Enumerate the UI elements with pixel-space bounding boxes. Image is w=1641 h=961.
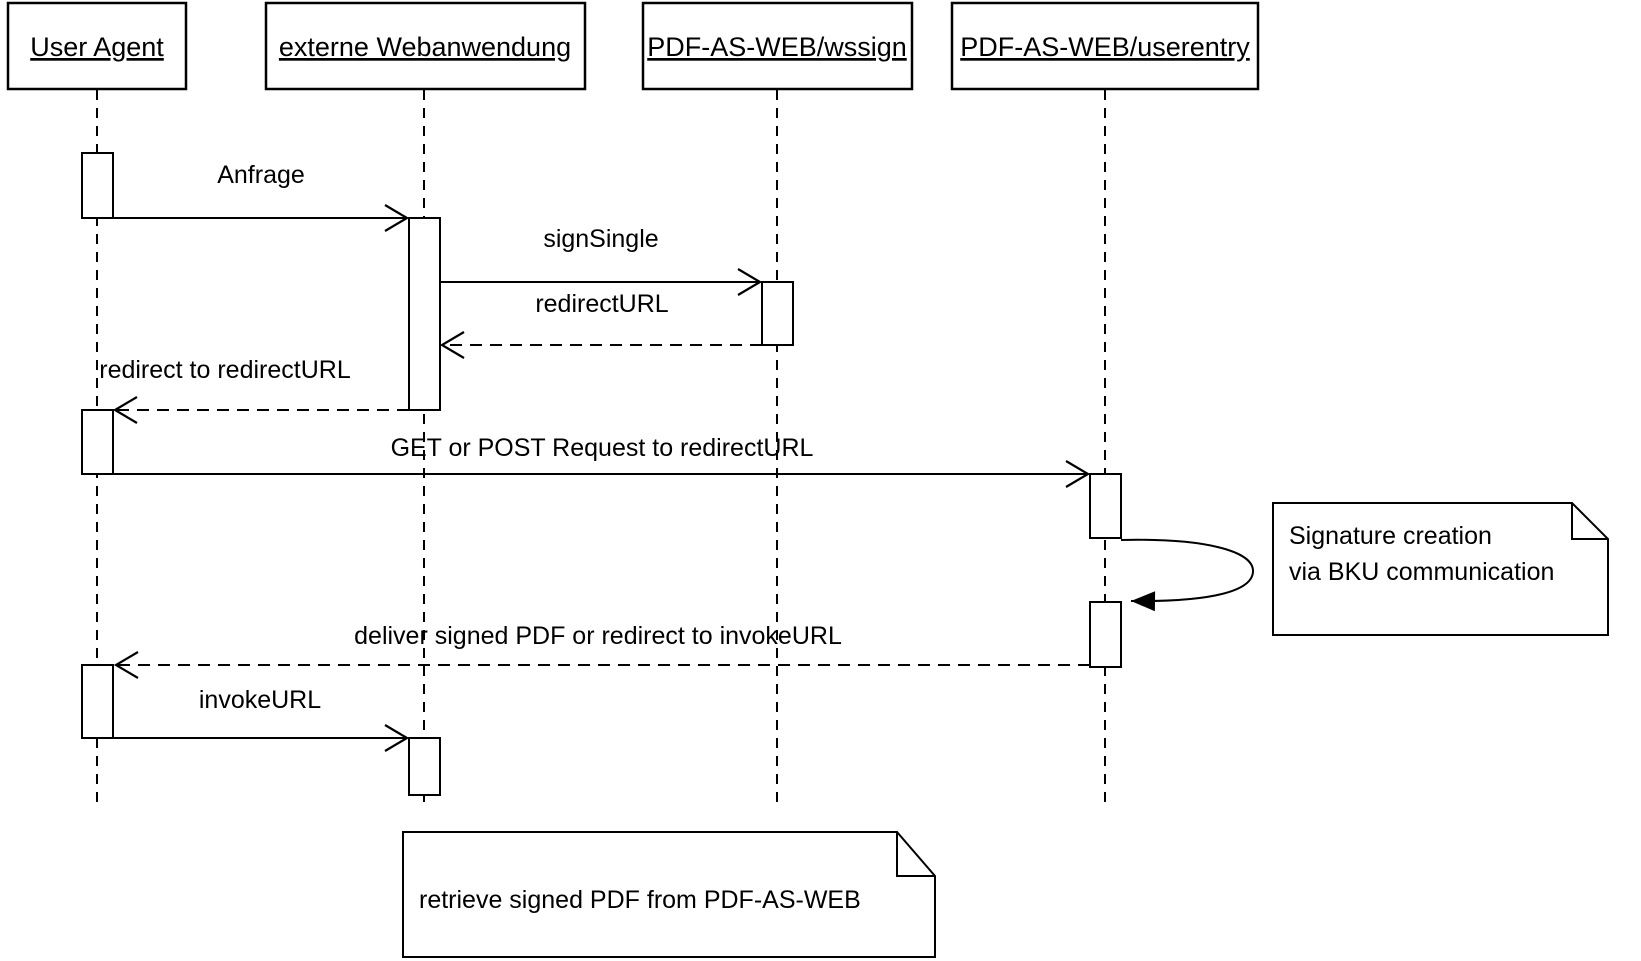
note-signature-creation xyxy=(1273,503,1608,635)
activation-pdf-as-web-wssign-1 xyxy=(762,282,793,345)
activation-externe-webanwendung-1 xyxy=(409,218,440,410)
message-label-invokeurl: invokeURL xyxy=(198,686,322,714)
message-label-redirect-to-redirecturl: redirect to redirectURL xyxy=(99,356,351,384)
note-signature-creation-line-1: Signature creation xyxy=(1289,522,1492,550)
actor-label-user-agent: User Agent xyxy=(30,32,164,62)
actor-label-pdf-as-web-userentry: PDF-AS-WEB/userentry xyxy=(960,32,1250,62)
activation-user-agent-2 xyxy=(82,410,113,474)
activation-externe-webanwendung-2 xyxy=(409,738,440,795)
activation-pdf-as-web-userentry-2 xyxy=(1090,602,1121,667)
note-retrieve-signed-pdf-line-1: retrieve signed PDF from PDF-AS-WEB xyxy=(419,886,861,914)
note-retrieve-signed-pdf xyxy=(403,832,935,957)
activation-user-agent-1 xyxy=(82,153,113,218)
message-label-redirecturl: redirectURL xyxy=(535,290,669,318)
message-label-deliver-signed-pdf: deliver signed PDF or redirect to invokeURL xyxy=(354,622,842,650)
actor-label-pdf-as-web-wssign: PDF-AS-WEB/wssign xyxy=(647,32,907,62)
message-label-get-post-request: GET or POST Request to redirectURL xyxy=(390,434,814,462)
message-label-signsingle: signSingle xyxy=(543,225,659,253)
activation-user-agent-3 xyxy=(82,665,113,738)
activation-pdf-as-web-userentry-1 xyxy=(1090,474,1121,538)
message-label-anfrage: Anfrage xyxy=(217,161,305,189)
actor-label-externe-webanwendung: externe Webanwendung xyxy=(278,32,572,62)
note-signature-creation-line-2: via BKU communication xyxy=(1289,558,1555,586)
